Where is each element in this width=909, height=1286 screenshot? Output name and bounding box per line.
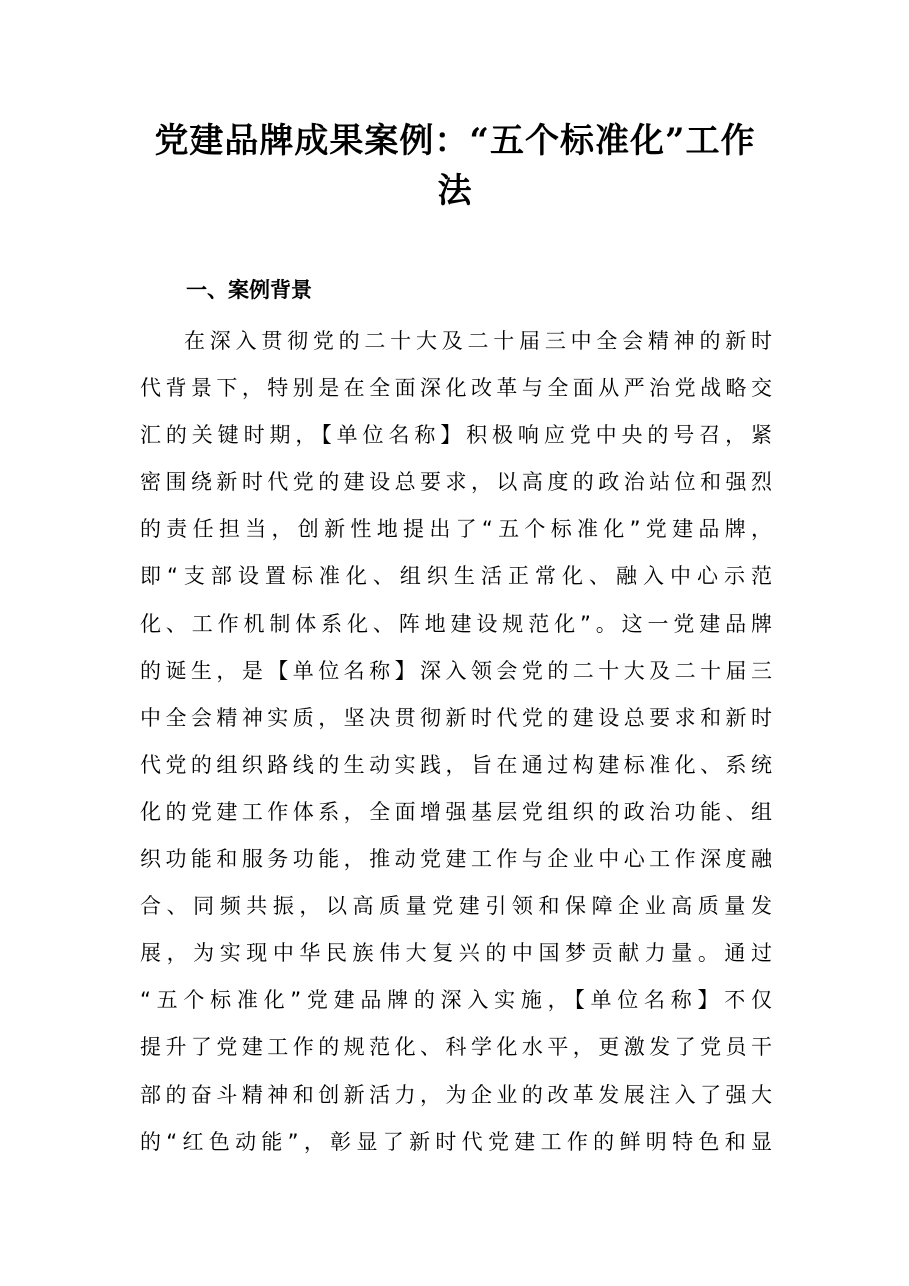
document-title xyxy=(130,116,780,216)
paragraph-line: 展，为实现中华民族伟大复兴的中国梦贡献力量。通过 xyxy=(140,941,772,966)
paragraph-line: 提升了党建工作的规范化、科学化水平，更激发了党员干 xyxy=(140,1035,772,1060)
paragraph-line: 部的奋斗精神和创新活力，为企业的改革发展注入了强大 xyxy=(140,1082,772,1107)
paragraph-line: 密围绕新时代党的建设总要求，以高度的政治站位和强烈 xyxy=(140,470,772,495)
paragraph-line: 的诞生，是【单位名称】深入领会党的二十大及二十届三 xyxy=(140,658,772,683)
paragraph-line: 即“支部设置标准化、组织生活正常化、融入中心示范 xyxy=(140,564,772,589)
paragraph-line: 的责任担当，创新性地提出了“五个标准化”党建品牌， xyxy=(140,517,772,542)
paragraph-line: 代背景下，特别是在全面深化改革与全面从严治党战略交 xyxy=(140,376,772,401)
paragraph-line: 化、工作机制体系化、阵地建设规范化”。这一党建品牌 xyxy=(140,611,772,636)
section-heading: 一、案例背景 xyxy=(186,278,312,302)
paragraph-line: 代党的组织路线的生动实践，旨在通过构建标准化、系统 xyxy=(140,752,772,777)
paragraph-line: 汇的关键时期，【单位名称】积极响应党中央的号召，紧 xyxy=(140,423,772,448)
paragraph-line: 的“红色动能”，彰显了新时代党建工作的鲜明特色和显 xyxy=(140,1129,772,1154)
paragraph-line: 化的党建工作体系，全面增强基层党组织的政治功能、组 xyxy=(140,799,772,824)
paragraph-line: “五个标准化”党建品牌的深入实施，【单位名称】不仅 xyxy=(140,988,772,1013)
paragraph-line: 织功能和服务功能，推动党建工作与企业中心工作深度融 xyxy=(140,847,772,872)
title-line-1: 党建品牌成果案例：“五个标准化”工作 xyxy=(154,121,756,161)
body-paragraph xyxy=(140,318,772,1166)
paragraph-line: 合、同频共振，以高质量党建引领和保障企业高质量发 xyxy=(140,894,772,919)
title-line-2: 法 xyxy=(437,171,473,211)
paragraph-line: 中全会精神实质，坚决贯彻新时代党的建设总要求和新时 xyxy=(140,705,772,730)
paragraph-line: 在深入贯彻党的二十大及二十届三中全会精神的新时 xyxy=(184,329,772,353)
